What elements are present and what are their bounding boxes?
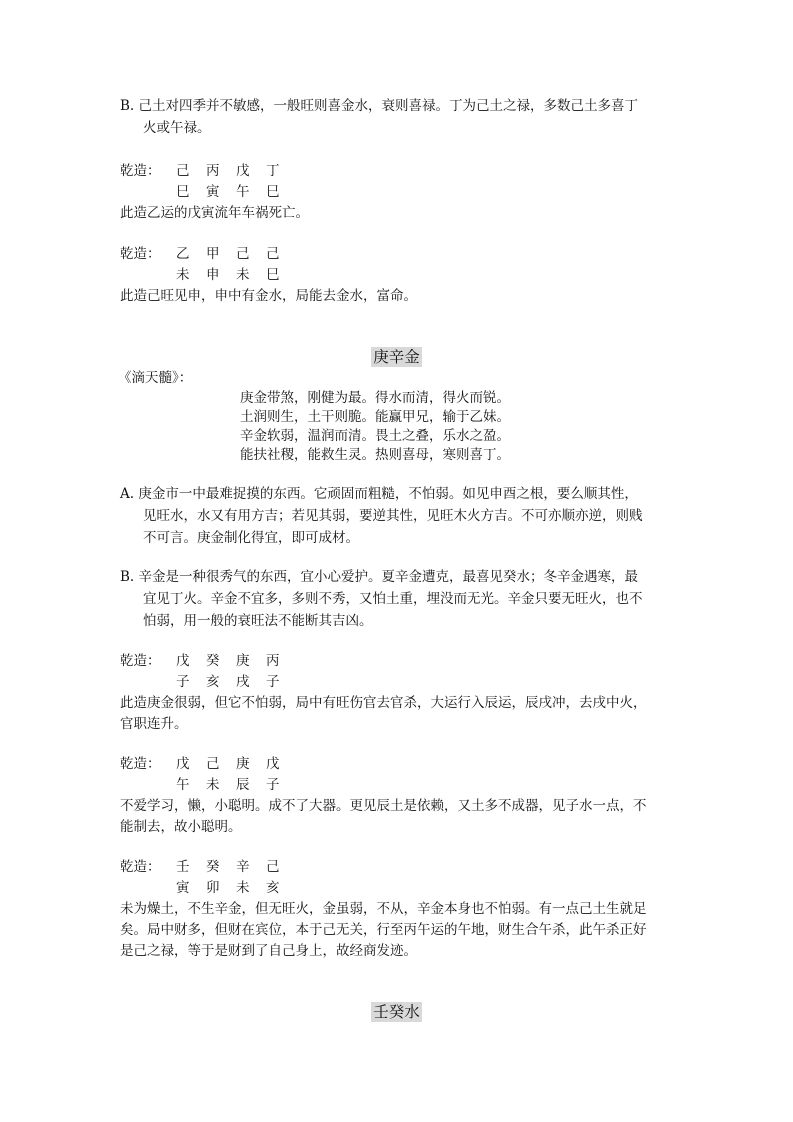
stem-char: 甲 xyxy=(206,246,220,262)
chart-note: 不爱学习，懒，小聪明。成不了大器。更见辰土是依赖，又土多不成器，见子水一点，不 xyxy=(120,798,647,814)
branch-char: 亥 xyxy=(206,674,220,690)
branch-char: 卯 xyxy=(206,880,220,896)
stem-char: 己 xyxy=(266,246,280,262)
bazi-branches-row xyxy=(176,774,296,796)
branch-char: 未 xyxy=(236,880,250,896)
branch-char: 申 xyxy=(206,267,220,283)
stem-char: 己 xyxy=(266,859,280,875)
chart-note: 此造己旺见申，申中有金水，局能去金水，富命。 xyxy=(120,288,417,304)
stem-char: 丙 xyxy=(206,163,220,179)
branch-char: 午 xyxy=(176,777,190,793)
bazi-branches-row xyxy=(176,671,296,693)
stem-char: 戊 xyxy=(266,756,280,772)
bazi-stems-row xyxy=(120,243,296,265)
bazi-stems-row xyxy=(120,160,296,182)
branch-char: 子 xyxy=(266,777,280,793)
stem-char: 戊 xyxy=(176,653,190,669)
branch-char: 未 xyxy=(176,267,190,283)
stem-char: 壬 xyxy=(176,859,190,875)
stem-char: 己 xyxy=(206,756,220,772)
stem-char: 丙 xyxy=(266,653,280,669)
branch-char: 寅 xyxy=(176,880,190,896)
branch-char: 子 xyxy=(266,674,280,690)
branch-char: 戌 xyxy=(236,674,250,690)
section-heading xyxy=(0,345,793,367)
paragraph-line: 火或午禄。 xyxy=(143,120,211,136)
bazi-branches-row xyxy=(176,264,296,286)
bazi-stems-row xyxy=(120,856,296,878)
chart-note: 官职连升。 xyxy=(120,716,188,732)
paragraph-line: B. 己土对四季并不敏感，一般旺则喜金水，衰则喜禄。丁为己土之禄，多数己土多喜丁 xyxy=(120,98,639,114)
verse-line: 能扶社稷，能救生灵。热则喜母，寒则喜丁。 xyxy=(240,447,510,463)
branch-char: 午 xyxy=(236,184,250,200)
chart-note: 此造乙运的戊寅流年车祸死亡。 xyxy=(120,205,309,221)
chart-label: 乾造： xyxy=(120,859,161,875)
stem-char: 辛 xyxy=(236,859,250,875)
chart-note: 此造庚金很弱，但它不怕弱，局中有旺伤官去官杀，大运行入辰运，辰戌冲，去戌中火， xyxy=(120,695,647,711)
chart-label: 乾造： xyxy=(120,756,161,772)
chart-note: 是己之禄，等于是财到了自己身上，故经商发迹。 xyxy=(120,943,417,959)
branch-char: 亥 xyxy=(266,880,280,896)
paragraph-line: 不可言。庚金制化得宜，即可成材。 xyxy=(143,530,359,546)
stem-char: 庚 xyxy=(236,756,250,772)
bazi-stems-row xyxy=(120,650,296,672)
section-heading-text: 庚辛金 xyxy=(373,348,420,366)
paragraph-line: A. 庚金市一中最难捉摸的东西。它顽固而粗糙，不怕弱。如见申酉之根，要么顺其性， xyxy=(120,486,638,502)
stem-char: 癸 xyxy=(206,859,220,875)
chart-label: 乾造： xyxy=(120,653,161,669)
paragraph-line: 宜见丁火。辛金不宜多，多则不秀，又怕土重，埋没而无光。辛金只要无旺火，也不 xyxy=(143,591,643,607)
paragraph-line: 见旺水，水又有用方吉；若见其弱，要逆其性，见旺木火方吉。不可亦顺亦逆，则贱 xyxy=(143,508,643,524)
source-title: 《滴天髓》： xyxy=(118,370,193,386)
stem-char: 庚 xyxy=(236,653,250,669)
chart-note: 矣。局中财多，但财在宾位，本于己无关，行至丙午运的午地，财生合午杀，此午杀正好 xyxy=(120,922,647,938)
chart-note: 能制去，故小聪明。 xyxy=(120,819,242,835)
verse-line: 辛金软弱，温润而清。畏土之叠，乐水之盈。 xyxy=(240,428,510,444)
branch-char: 未 xyxy=(206,777,220,793)
branch-char: 未 xyxy=(236,267,250,283)
stem-char: 丁 xyxy=(266,163,280,179)
stem-char: 戊 xyxy=(176,756,190,772)
stem-char: 乙 xyxy=(176,246,190,262)
bazi-branches-row xyxy=(176,181,296,203)
chart-label: 乾造： xyxy=(120,163,161,179)
chart-label: 乾造： xyxy=(120,246,161,262)
chart-note: 未为燥土，不生辛金，但无旺火，金虽弱，不从，辛金本身也不怕弱。有一点己土生就足 xyxy=(120,901,647,917)
branch-char: 巳 xyxy=(266,267,280,283)
branch-char: 子 xyxy=(176,674,190,690)
branch-char: 寅 xyxy=(206,184,220,200)
stem-char: 己 xyxy=(176,163,190,179)
branch-char: 巳 xyxy=(266,184,280,200)
stem-char: 癸 xyxy=(206,653,220,669)
stem-char: 戊 xyxy=(236,163,250,179)
branch-char: 巳 xyxy=(176,184,190,200)
paragraph-line: B. 辛金是一种很秀气的东西，宜小心爱护。夏辛金遭克，最喜见癸水；冬辛金遇寒，最 xyxy=(120,569,639,585)
bazi-stems-row xyxy=(120,753,296,775)
paragraph-line: 怕弱，用一般的衰旺法不能断其吉凶。 xyxy=(143,613,373,629)
verse-line: 土润则生，土干则脆。能赢甲兄，输于乙妹。 xyxy=(240,409,510,425)
section-heading-text: 壬癸水 xyxy=(373,1003,420,1021)
bazi-branches-row xyxy=(176,877,296,899)
stem-char: 己 xyxy=(236,246,250,262)
branch-char: 辰 xyxy=(236,777,250,793)
section-heading xyxy=(0,1000,793,1022)
verse-line: 庚金带煞，刚健为最。得水而清，得火而锐。 xyxy=(240,390,510,406)
